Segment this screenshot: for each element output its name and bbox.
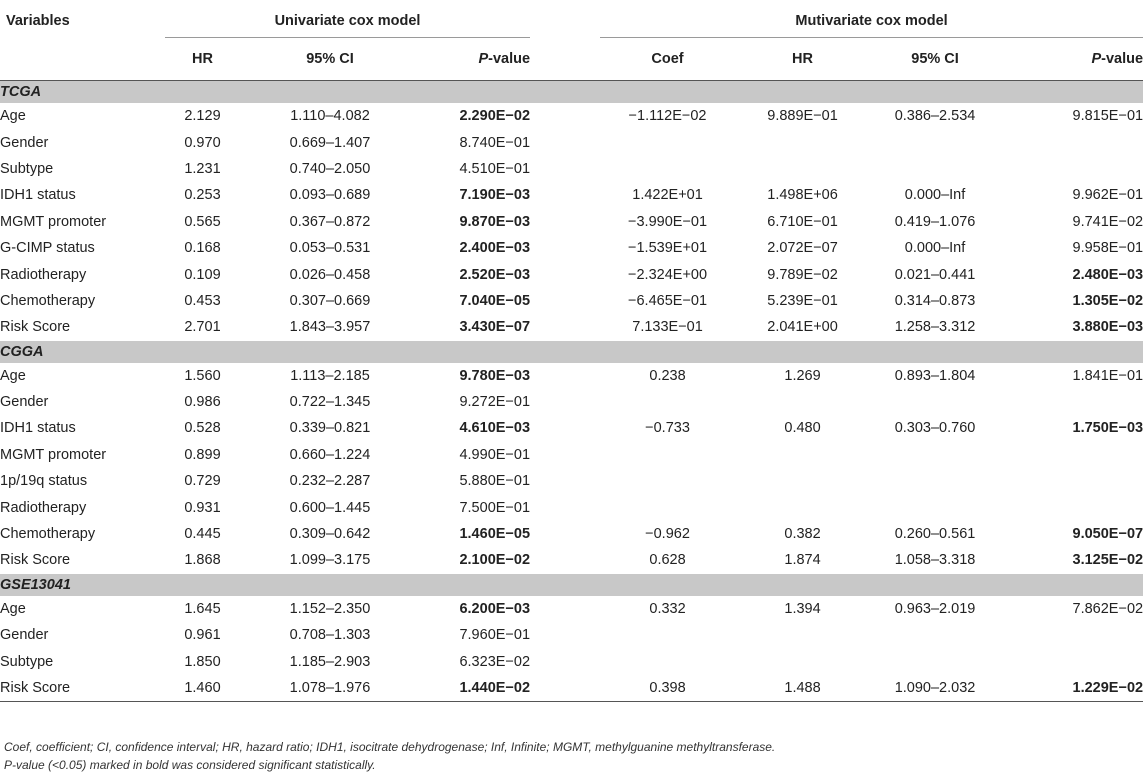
header-variables: Variables xyxy=(6,13,70,30)
table-cell: −3.990E−01 xyxy=(628,213,708,230)
row-variable: Gender xyxy=(0,627,49,644)
table-cell xyxy=(870,494,1000,520)
table-row xyxy=(0,288,1143,314)
table-cell: 6.200E−03 xyxy=(459,600,531,617)
table-cell: 6.323E−02 xyxy=(459,653,531,670)
table-cell: 2.041E+00 xyxy=(767,319,838,336)
table-cell: 2.520E−03 xyxy=(459,266,531,283)
table-cell: 0.260–0.561 xyxy=(894,526,976,543)
table-cell: 1.841E−01 xyxy=(1072,367,1143,384)
table-cell: 0.398 xyxy=(600,675,735,702)
row-variable: Radiotherapy xyxy=(0,499,87,516)
table-cell: 9.962E−01 xyxy=(1072,187,1143,204)
row-variable: Risk Score xyxy=(0,675,165,702)
table-cell: 0.740–2.050 xyxy=(289,160,371,177)
table-cell: 7.960E−01 xyxy=(459,627,531,644)
table-cell: 5.880E−01 xyxy=(459,473,531,490)
table-cell: −0.962 xyxy=(645,526,690,543)
header-univariate: Univariate cox model xyxy=(165,5,530,38)
section-header xyxy=(0,341,1143,363)
table-row xyxy=(0,468,1143,494)
header-multivariate: Mutivariate cox model xyxy=(600,5,1143,38)
table-cell: 0.314–0.873 xyxy=(894,292,976,309)
table-cell: 0.303–0.760 xyxy=(894,420,976,437)
table-cell: 1.645 xyxy=(184,600,221,617)
table-cell xyxy=(870,622,1000,648)
header-row-groups xyxy=(0,5,1143,38)
header-ci-uni: 95% CI xyxy=(240,38,420,81)
table-row xyxy=(0,235,1143,261)
table-cell: −6.465E−01 xyxy=(628,292,708,309)
table-cell: 0.307–0.669 xyxy=(289,292,371,309)
table-cell: 5.239E−01 xyxy=(767,292,838,309)
table-cell xyxy=(600,129,735,155)
table-cell: 1.099–3.175 xyxy=(289,552,371,569)
table-cell: 0.565 xyxy=(184,213,221,230)
table-cell: 3.125E−02 xyxy=(1072,552,1143,569)
table-cell xyxy=(1000,442,1143,468)
table-row xyxy=(0,156,1143,182)
table-cell: 2.701 xyxy=(184,319,221,336)
table-cell xyxy=(870,468,1000,494)
table-cell: 4.610E−03 xyxy=(459,420,531,437)
table-cell: 1.258–3.312 xyxy=(894,319,976,336)
table-cell: 0.963–2.019 xyxy=(894,600,976,617)
table-row xyxy=(0,547,1143,573)
table-cell xyxy=(870,156,1000,182)
table-cell: 1.750E−03 xyxy=(1072,420,1143,437)
table-cell: 7.190E−03 xyxy=(459,187,531,204)
table-cell xyxy=(870,389,1000,415)
table-cell xyxy=(735,442,870,468)
table-cell: 0.026–0.458 xyxy=(289,266,371,283)
table-cell: 9.815E−01 xyxy=(1072,108,1143,125)
row-variable: Age xyxy=(0,367,26,384)
table-cell: 0.386–2.534 xyxy=(894,108,976,125)
table-row xyxy=(0,521,1143,547)
table-cell: 0.093–0.689 xyxy=(289,187,371,204)
table-cell: 2.100E−02 xyxy=(459,552,531,569)
cox-model-table xyxy=(0,5,1143,702)
table-cell: 1.422E+01 xyxy=(632,187,703,204)
table-cell: 0.729 xyxy=(184,473,221,490)
table-cell: 0.332 xyxy=(649,600,686,617)
row-variable: Subtype xyxy=(0,160,54,177)
table-row xyxy=(0,675,1143,702)
table-cell: 0.168 xyxy=(184,240,221,257)
table-row xyxy=(0,389,1143,415)
table-cell: 9.780E−03 xyxy=(459,367,531,384)
table-cell xyxy=(735,494,870,520)
row-variable: G-CIMP status xyxy=(0,240,95,257)
table-cell xyxy=(1000,156,1143,182)
table-cell: 7.862E−02 xyxy=(1072,600,1143,617)
table-cell: 2.072E−07 xyxy=(767,240,838,257)
section-label: CGGA xyxy=(0,341,1143,363)
table-cell: 0.053–0.531 xyxy=(289,240,371,257)
table-cell: 0.986 xyxy=(184,394,221,411)
table-cell xyxy=(600,468,735,494)
table-cell: 8.740E−01 xyxy=(459,134,531,151)
table-cell: 2.480E−03 xyxy=(1072,266,1143,283)
table-cell: 1.185–2.903 xyxy=(289,653,371,670)
table-cell: 0.528 xyxy=(184,420,221,437)
table-cell: 4.510E−01 xyxy=(459,160,531,177)
footnote-significance: P-value (<0.05) marked in bold was considered significant statistically. xyxy=(4,758,376,772)
table-cell xyxy=(870,442,1000,468)
table-cell: 1.560 xyxy=(184,367,221,384)
table-cell: 1.394 xyxy=(784,600,821,617)
table-cell: 0.628 xyxy=(649,552,686,569)
row-variable: IDH1 status xyxy=(0,187,76,204)
table-cell: 0.600–1.445 xyxy=(289,499,371,516)
section-label: TCGA xyxy=(0,81,1143,104)
table-cell: 1.460 xyxy=(165,675,240,702)
table-row xyxy=(0,182,1143,208)
table-row xyxy=(0,494,1143,520)
table-cell xyxy=(1000,494,1143,520)
table-cell: 1.868 xyxy=(184,552,221,569)
header-hr-multi: HR xyxy=(735,38,870,81)
table-cell: 0.899 xyxy=(184,446,221,463)
table-cell: 9.789E−02 xyxy=(767,266,838,283)
table-cell: 0.232–2.287 xyxy=(289,473,371,490)
table-cell: 0.970 xyxy=(184,134,221,151)
table-cell: 2.290E−02 xyxy=(459,108,531,125)
table-cell: −1.539E+01 xyxy=(628,240,708,257)
table-cell: 1.229E−02 xyxy=(1000,675,1143,702)
table-cell xyxy=(600,622,735,648)
table-cell: 7.500E−01 xyxy=(459,499,531,516)
table-cell: 3.430E−07 xyxy=(459,319,531,336)
table-cell: 2.129 xyxy=(184,108,221,125)
table-cell: 0.722–1.345 xyxy=(289,394,371,411)
row-variable: Risk Score xyxy=(0,319,71,336)
table-cell xyxy=(735,156,870,182)
table-cell: 0.445 xyxy=(184,526,221,543)
table-cell: 0.708–1.303 xyxy=(289,627,371,644)
table-cell: 9.870E−03 xyxy=(459,213,531,230)
section-header xyxy=(0,81,1143,104)
table-cell xyxy=(735,389,870,415)
table-cell: −1.112E−02 xyxy=(628,108,707,125)
table-cell: 0.253 xyxy=(184,187,221,204)
table-cell: 0.419–1.076 xyxy=(894,213,976,230)
table-cell xyxy=(735,468,870,494)
table-cell: 0.382 xyxy=(784,526,821,543)
table-cell: 1.440E−02 xyxy=(420,675,530,702)
table-cell xyxy=(1000,389,1143,415)
table-cell: 1.058–3.318 xyxy=(894,552,976,569)
row-variable: Radiotherapy xyxy=(0,266,87,283)
table-cell: 1.305E−02 xyxy=(1072,292,1143,309)
table-cell: 0.669–1.407 xyxy=(289,134,371,151)
table-cell: 1.078–1.976 xyxy=(240,675,420,702)
row-variable: Age xyxy=(0,108,26,125)
table-cell: 0.000–Inf xyxy=(904,240,966,257)
row-variable: Age xyxy=(0,600,26,617)
footnote-abbreviations: Coef, coefficient; CI, confidence interval; HR, hazard ratio; IDH1, isocitrate dehydrogenase; Inf, Infinite; MGMT, methylguanine methyltransferase. xyxy=(4,740,776,754)
header-hr-uni: HR xyxy=(165,38,240,81)
table-cell: 0.480 xyxy=(784,420,821,437)
table-cell: 4.990E−01 xyxy=(459,446,531,463)
table-row xyxy=(0,261,1143,287)
table-cell: −0.733 xyxy=(645,420,690,437)
table-cell xyxy=(1000,468,1143,494)
table-cell: 9.272E−01 xyxy=(459,394,531,411)
section-header xyxy=(0,574,1143,596)
table-cell xyxy=(870,129,1000,155)
table-cell: 0.893–1.804 xyxy=(894,367,976,384)
row-variable: 1p/19q status xyxy=(0,473,88,490)
table-cell: 9.050E−07 xyxy=(1072,526,1143,543)
table-cell: 9.889E−01 xyxy=(767,108,838,125)
table-cell: 0.453 xyxy=(184,292,221,309)
header-coef: Coef xyxy=(600,38,735,81)
table-cell: 9.958E−01 xyxy=(1072,240,1143,257)
table-cell xyxy=(735,648,870,674)
table-cell: 1.843–3.957 xyxy=(289,319,371,336)
table-cell: 1.113–2.185 xyxy=(290,367,370,384)
row-variable: Risk Score xyxy=(0,552,71,569)
table-row xyxy=(0,209,1143,235)
table-row xyxy=(0,415,1143,441)
table-cell: 1.152–2.350 xyxy=(289,600,371,617)
table-cell: 1.498E+06 xyxy=(767,187,838,204)
table-cell xyxy=(600,648,735,674)
table-row xyxy=(0,103,1143,129)
table-cell: 7.040E−05 xyxy=(459,292,531,309)
table-cell: 0.367–0.872 xyxy=(289,213,371,230)
table-cell: 1.488 xyxy=(735,675,870,702)
table-cell xyxy=(600,494,735,520)
table-cell: 7.133E−01 xyxy=(632,319,703,336)
table-row xyxy=(0,622,1143,648)
table-cell: 0.109 xyxy=(184,266,221,283)
header-p-multi: P-value xyxy=(1000,38,1143,81)
table-cell xyxy=(600,156,735,182)
table-cell xyxy=(735,129,870,155)
table-cell: 0.021–0.441 xyxy=(894,266,976,283)
row-variable: Gender xyxy=(0,134,49,151)
row-variable: MGMT promoter xyxy=(0,213,107,230)
table-cell xyxy=(870,648,1000,674)
row-variable: IDH1 status xyxy=(0,420,76,437)
table-cell: 1.090–2.032 xyxy=(870,675,1000,702)
table-cell: 1.231 xyxy=(184,160,221,177)
table-cell: 1.110–4.082 xyxy=(290,108,370,125)
table-cell xyxy=(600,442,735,468)
row-variable: MGMT promoter xyxy=(0,446,107,463)
table-cell: 6.710E−01 xyxy=(767,213,838,230)
row-variable: Subtype xyxy=(0,653,54,670)
table-cell: 1.850 xyxy=(184,653,221,670)
table-row xyxy=(0,314,1143,340)
table-cell: 3.880E−03 xyxy=(1072,319,1143,336)
table-cell: 0.238 xyxy=(649,367,686,384)
table-cell xyxy=(1000,622,1143,648)
table-cell xyxy=(600,389,735,415)
table-row xyxy=(0,648,1143,674)
table-cell: 0.931 xyxy=(184,499,221,516)
table-cell xyxy=(1000,648,1143,674)
table-cell: 0.339–0.821 xyxy=(289,420,371,437)
row-variable: Chemotherapy xyxy=(0,292,96,309)
table-row xyxy=(0,129,1143,155)
table-row xyxy=(0,363,1143,389)
table-cell: 1.874 xyxy=(784,552,821,569)
table-cell xyxy=(1000,129,1143,155)
table-row xyxy=(0,442,1143,468)
footnotes xyxy=(4,738,775,774)
section-label: GSE13041 xyxy=(0,574,1143,596)
table-cell: −2.324E+00 xyxy=(628,266,708,283)
header-ci-multi: 95% CI xyxy=(870,38,1000,81)
table-cell xyxy=(735,622,870,648)
table-cell: 1.460E−05 xyxy=(459,526,531,543)
table-cell: 0.660–1.224 xyxy=(289,446,371,463)
header-p-uni: P-value xyxy=(420,38,530,81)
row-variable: Chemotherapy xyxy=(0,526,96,543)
row-variable: Gender xyxy=(0,394,49,411)
table-cell: 2.400E−03 xyxy=(459,240,531,257)
table-cell: 0.961 xyxy=(184,627,221,644)
table-row xyxy=(0,596,1143,622)
table-cell: 0.309–0.642 xyxy=(289,526,371,543)
table-cell: 9.741E−02 xyxy=(1072,213,1143,230)
header-row-columns xyxy=(0,38,1143,81)
table-cell: 0.000–Inf xyxy=(904,187,966,204)
table-cell: 1.269 xyxy=(784,367,821,384)
